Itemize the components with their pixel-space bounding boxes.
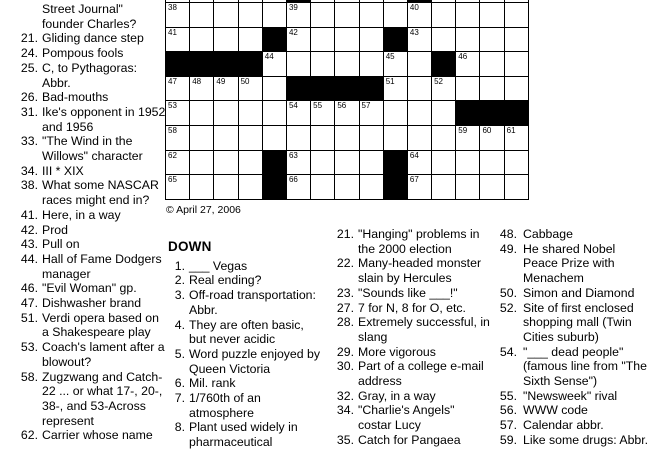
clue-number: 32. [336,388,354,403]
grid-cell[interactable] [238,175,262,200]
grid-cell[interactable] [359,3,383,28]
clue-text: Street Journal" founder Charles? [42,2,137,31]
grid-cell[interactable] [359,175,383,200]
clue-text: Like some drugs: Abbr. [523,432,649,447]
clue-text: Bad-mouths [42,90,109,105]
down-clue [163,376,323,391]
black-cell [456,101,480,126]
clue-number: 53. [20,340,38,355]
grid-cell[interactable] [238,76,262,101]
grid-cell[interactable] [238,101,262,126]
grid-cell[interactable] [432,125,456,150]
grid-cell[interactable] [335,3,359,28]
across-clue [4,428,166,443]
cell-number: 38 [168,3,177,12]
clue-text: They are often basic, but never acidic [189,317,304,347]
clue-text: "Charlie's Angels" costar Lucy [358,403,455,433]
cell-number: 63 [288,150,298,160]
down-clue [333,227,491,256]
cell-number: 51 [385,76,395,86]
grid-cell[interactable] [359,27,383,52]
clue-text: Word puzzle enjoyed by Queen Victoria [189,346,321,376]
down-clue [333,286,491,301]
grid-cell[interactable] [311,52,335,77]
grid-cell[interactable] [480,76,504,101]
cell-number: 41 [168,27,177,37]
black-cell [262,27,286,52]
down-clue [333,389,491,404]
cell-number: 44 [264,52,274,62]
clue-text: 1/760th of an atmosphere [189,391,261,420]
across-clue [4,252,166,281]
cell-number: 54 [288,101,298,111]
clue-number: 33. [20,134,38,149]
clue-number: 50. [499,285,517,300]
black-cell [311,76,335,101]
clue-number: 38. [20,178,38,193]
grid-cell[interactable] [480,150,504,175]
clue-text: "Hanging" problems in the 2000 election [358,227,480,256]
grid-cell[interactable] [480,125,504,150]
grid-cell[interactable] [383,125,407,150]
down-clue [333,315,491,344]
clue-number: 23. [336,285,354,300]
clue-number: 27. [336,300,354,315]
cell-number: 67 [409,175,419,185]
grid-cell[interactable] [407,175,431,200]
across-clue [4,31,166,46]
cell-number: 48 [192,76,202,86]
cell-number: 49 [216,76,226,86]
grid-cell[interactable] [311,101,335,126]
grid-cell[interactable] [504,175,528,200]
clue-number: 25. [20,60,38,75]
grid-cell[interactable] [407,27,431,52]
grid-cell[interactable] [407,3,431,28]
grid-cell[interactable] [432,175,456,200]
across-clue [4,2,166,31]
grid-cell[interactable] [190,3,214,28]
down-clues-column-1 [163,259,323,450]
down-clue [333,359,491,388]
grid-cell[interactable] [286,3,310,28]
black-cell [504,101,528,126]
grid-cell[interactable] [190,76,214,101]
down-clue [163,273,323,288]
grid-cell[interactable] [214,27,238,52]
clue-number: 21. [20,31,38,46]
clue-number: 49. [499,241,517,256]
clue-number: 3. [174,288,185,303]
cell-number: 60 [482,125,492,135]
copyright-date: © April 27, 2006 [166,204,241,216]
cell-number: 43 [409,27,419,37]
clue-text: Coach's lament after a blowout? [42,340,165,369]
clue-text: Hall of Fame Dodgers manager [42,251,162,281]
grid-cell[interactable] [335,27,359,52]
down-clue [333,301,491,316]
grid-cell[interactable] [214,3,238,28]
grid-cell[interactable] [504,150,528,175]
grid-cell[interactable] [359,150,383,175]
down-clue [493,345,650,389]
grid-cell[interactable] [407,150,431,175]
clue-number: 26. [20,90,38,105]
across-clue [4,90,166,105]
clue-number: 43. [20,237,38,252]
grid-cell[interactable] [335,175,359,200]
clue-text: Simon and Diamond [523,285,635,300]
grid-cell[interactable] [262,101,286,126]
clue-text: Mil. rank [189,376,236,391]
grid-cell[interactable] [190,101,214,126]
clue-text: 7 for N, 8 for O, etc. [358,300,466,315]
down-clue [333,256,491,285]
across-clue [4,340,166,369]
cell-number: 39 [288,3,298,12]
grid-cell[interactable] [383,76,407,101]
grid-cell[interactable] [456,27,480,52]
clue-text: "Evil Woman" gp. [42,281,137,296]
down-clue [493,242,650,286]
black-cell [214,52,238,77]
grid-cell[interactable] [383,3,407,28]
grid-cell[interactable] [456,150,480,175]
grid-cell[interactable] [383,101,407,126]
grid-cell[interactable] [504,3,528,28]
clue-number: 31. [20,104,38,119]
clue-number: 29. [336,344,354,359]
grid-cell[interactable] [311,27,335,52]
cell-number: 56 [337,101,347,111]
clue-text: WWW code [523,403,588,418]
clue-text: Gray, in a way [358,388,436,403]
clue-text: C, to Pythagoras: Abbr. [42,60,138,90]
grid-cell[interactable] [262,52,286,77]
grid-cell[interactable] [480,52,504,77]
grid-cell[interactable] [190,125,214,150]
grid-cell[interactable] [286,125,310,150]
down-clue [333,433,491,448]
clue-number: 52. [499,300,517,315]
black-cell [286,76,310,101]
down-clue [163,288,323,317]
grid-cell[interactable] [504,27,528,52]
down-clue [493,403,650,418]
clue-number: 34. [336,403,354,418]
clue-text: Here, in a way [42,207,121,222]
down-clue [163,347,323,376]
grid-cell[interactable] [432,27,456,52]
down-clue [493,389,650,404]
crossword-grid [165,0,529,200]
clue-text: Zugzwang and Catch-22 ... or what 17-, 20-, 38-, and 53-Across represent [42,369,163,428]
grid-cell[interactable] [383,52,407,77]
cell-number: 61 [506,125,516,135]
black-cell [432,52,456,77]
grid-cell[interactable] [335,125,359,150]
grid-cell[interactable] [166,76,190,101]
grid-cell[interactable] [190,175,214,200]
clue-number: 62. [20,428,38,443]
grid-cell[interactable] [238,27,262,52]
clue-number: 42. [20,222,38,237]
clue-text: Calendar abbr. [523,418,604,433]
grid-cell[interactable] [456,3,480,28]
cell-number: 64 [409,150,419,160]
across-clue [4,208,166,223]
clue-number: 35. [336,432,354,447]
down-clue [493,286,650,301]
clue-text: Pull on [42,237,80,252]
down-clue [493,433,650,448]
grid-cell[interactable] [359,101,383,126]
clue-number: 30. [336,359,354,374]
clue-number: 48. [499,227,517,241]
clue-text: What some NASCAR races might end in? [42,178,159,208]
clue-number: 8. [174,420,185,435]
cell-number: 47 [168,76,177,86]
cell-number: 58 [168,125,177,135]
grid-cell[interactable] [166,27,190,52]
down-clue [333,403,491,432]
clue-number: 1. [174,258,185,273]
clue-number: 58. [20,369,38,384]
clue-text: Pompous fools [42,46,124,61]
clue-number: 59. [499,432,517,447]
black-cell [480,101,504,126]
clue-number: 4. [174,317,185,332]
clue-text: Gliding dance step [42,31,144,46]
cell-number: 53 [168,101,177,111]
clue-text: Extremely successful, in slang [358,315,490,344]
clue-number: 24. [20,46,38,61]
across-clue [4,223,166,238]
grid-cell[interactable] [286,150,310,175]
clue-text: Carrier whose name [42,428,153,443]
grid-cell[interactable] [407,76,431,101]
across-clue [4,46,166,61]
grid-cell[interactable] [286,27,310,52]
clue-number: 44. [20,251,38,266]
down-clue [163,259,323,274]
clue-number: 21. [336,227,354,241]
black-cell [190,52,214,77]
cell-number: 50 [240,76,250,86]
grid-cell[interactable] [432,101,456,126]
grid-cell[interactable] [311,150,335,175]
down-clue [163,318,323,347]
grid-cell[interactable] [359,52,383,77]
cell-number: 65 [168,175,177,185]
grid-cell[interactable] [456,175,480,200]
grid-cell[interactable] [166,101,190,126]
grid-cell[interactable] [238,150,262,175]
across-clue [4,370,166,429]
grid-cell[interactable] [238,3,262,28]
grid-cell[interactable] [262,76,286,101]
clue-text: Part of a college e-mail address [358,359,484,389]
clue-text: Real ending? [189,273,262,288]
grid-cell[interactable] [480,175,504,200]
grid-cell[interactable] [286,175,310,200]
black-cell [166,52,190,77]
down-clue [163,391,323,420]
black-cell [238,52,262,77]
across-clue [4,134,166,163]
cell-number: 52 [434,76,443,86]
clue-number: 22. [336,256,354,271]
grid-cell[interactable] [166,125,190,150]
clue-text: More vigorous [358,344,436,359]
clue-number: 47. [20,296,38,311]
across-clues-column [4,2,166,443]
cell-number: 55 [313,101,323,111]
grid-cell[interactable] [262,125,286,150]
clue-text: Site of first enclosed shopping mall (Twin Cities suburb) [523,300,634,344]
down-clue [333,345,491,360]
grid-cell[interactable] [359,125,383,150]
grid-cell[interactable] [214,175,238,200]
clue-number: 57. [499,418,517,433]
grid-cell[interactable] [311,175,335,200]
grid-cell[interactable] [311,3,335,28]
grid-cell[interactable] [262,3,286,28]
cell-number: 57 [361,101,371,111]
clue-text: He shared Nobel Peace Prize with Menachem [523,241,616,286]
clue-text: "___ dead people" (famous line from "The Sixth Sense") [523,344,647,389]
black-cell [262,175,286,200]
cell-number: 42 [288,27,298,37]
clue-number: 34. [20,163,38,178]
clue-text: Dishwasher brand [42,296,142,311]
grid-cell[interactable] [335,52,359,77]
across-clue [4,105,166,134]
clue-text: "The Wind in the Willows" character [42,134,143,164]
cell-number: 46 [458,52,468,62]
clue-text: Off-road transportation: Abbr. [189,288,316,317]
grid-cell[interactable] [214,76,238,101]
grid-cell[interactable] [286,101,310,126]
grid-cell[interactable] [335,101,359,126]
grid-cell[interactable] [407,125,431,150]
grid-cell[interactable] [407,101,431,126]
clue-text: Many-headed monster slain by Hercules [358,256,482,286]
down-clue [493,227,650,242]
grid-cell[interactable] [190,27,214,52]
grid-cell[interactable] [166,3,190,28]
grid-cell[interactable] [407,52,431,77]
black-cell [383,175,407,200]
clue-number: 28. [336,315,354,330]
clue-text: Plant used widely in pharmaceutical [189,420,298,450]
grid-cell[interactable] [432,3,456,28]
clue-number: 7. [174,391,185,406]
clue-text: Prod [42,222,68,237]
clue-text: Catch for Pangaea [358,432,461,447]
grid-cell[interactable] [504,52,528,77]
clue-text: ___ Vegas [189,258,248,273]
across-clue [4,311,166,340]
grid-cell[interactable] [214,150,238,175]
clue-number: 2. [174,273,185,288]
down-section [163,240,323,450]
black-cell [335,76,359,101]
down-clues-column-2 [333,227,491,448]
down-clue [493,418,650,433]
across-clue [4,164,166,179]
grid-cell[interactable] [311,125,335,150]
grid-cell[interactable] [432,76,456,101]
grid-cell[interactable] [286,52,310,77]
grid-cell[interactable] [432,150,456,175]
grid-cell[interactable] [480,3,504,28]
clue-number: 55. [499,388,517,403]
grid-cell[interactable] [504,125,528,150]
across-clue [4,237,166,252]
across-clue [4,178,166,207]
clue-number: 46. [20,281,38,296]
cell-number: 59 [458,125,468,135]
across-clue [4,61,166,90]
grid-cell[interactable] [214,101,238,126]
clue-number: 41. [20,207,38,222]
grid-cell[interactable] [166,150,190,175]
down-clue [163,420,323,449]
cell-number: 66 [288,175,298,185]
clue-text: Verdi opera based on a Shakespeare play [42,310,159,340]
grid-cell[interactable] [335,150,359,175]
clue-text: III * XIX [42,163,84,178]
clue-text: "Newsweek" rival [523,388,618,403]
grid-cell[interactable] [456,76,480,101]
grid-cell[interactable] [480,27,504,52]
down-clues-column-3 [493,227,650,448]
grid-cell[interactable] [214,125,238,150]
crossword-grid-table [165,0,529,200]
cell-number: 45 [385,52,395,62]
grid-cell[interactable] [166,175,190,200]
black-cell [383,150,407,175]
across-clue [4,281,166,296]
clue-number: 56. [499,403,517,418]
down-clue [493,301,650,345]
black-cell [262,150,286,175]
clue-text: "Sounds like ___!" [358,285,458,300]
grid-cell[interactable] [238,125,262,150]
across-clue [4,296,166,311]
clue-text: Ike's opponent in 1952 and 1956 [42,104,166,134]
clue-number: 6. [174,376,185,391]
cell-number: 62 [168,150,177,160]
clue-number: 51. [20,310,38,325]
clue-number: 5. [174,346,185,361]
grid-cell[interactable] [190,150,214,175]
clue-number: 54. [499,344,517,359]
down-header: DOWN [168,239,212,254]
grid-cell[interactable] [456,52,480,77]
black-cell [359,76,383,101]
grid-cell[interactable] [504,76,528,101]
grid-cell[interactable] [456,125,480,150]
clue-text: Cabbage [523,227,573,241]
black-cell [383,27,407,52]
cell-number: 40 [409,3,419,12]
